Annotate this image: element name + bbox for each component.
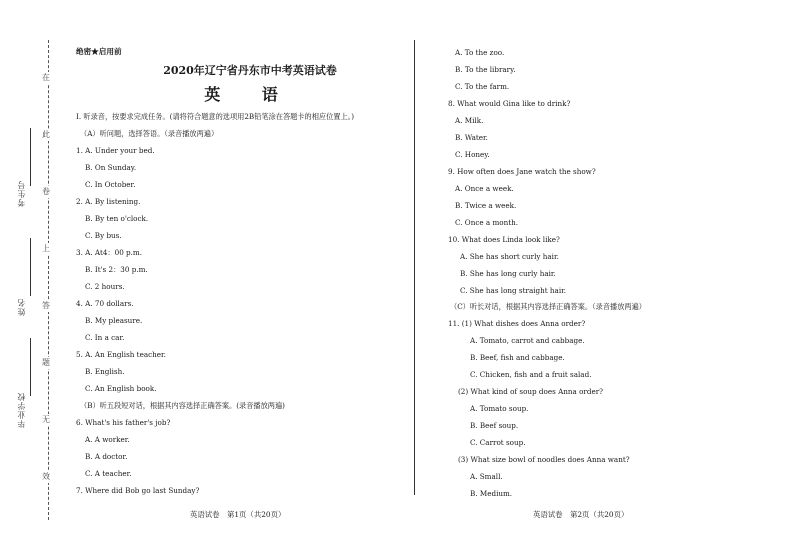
option-line: C. By bus. [85, 231, 122, 240]
question-line: 9. How often does Jane watch the show? [448, 167, 596, 176]
question-line: 2. A. By listening. [76, 197, 141, 206]
option-line: A. A worker. [85, 435, 130, 444]
question-line: 6. What's his father's job? [76, 418, 171, 427]
option-line: C. In a car. [85, 333, 125, 342]
option-line: B. Beef, fish and cabbage. [470, 353, 565, 362]
option-line: A. She has short curly hair. [460, 252, 559, 261]
option-line: B. To the library. [455, 65, 516, 74]
option-line: B. By ten o'clock. [85, 214, 149, 223]
option-line: B. English. [85, 367, 125, 376]
question-line: (2) What kind of soup does Anna order? [458, 387, 603, 396]
option-line: C. In October. [85, 180, 136, 189]
option-line: B. Twice a week. [455, 201, 517, 210]
option-line: C. An English book. [85, 384, 157, 393]
option-line: C. She has long straight hair. [460, 286, 567, 295]
option-line: B. Medium. [470, 489, 513, 498]
option-line: B. It's 2：30 p.m. [85, 265, 148, 274]
column-divider [414, 40, 415, 495]
exam-title: 2020年辽宁省丹东市中考英语试卷 [163, 64, 337, 77]
question-line: 4. A. 70 dollars. [76, 299, 134, 308]
option-line: C. Chicken, fish and a fruit salad. [470, 370, 592, 379]
option-line: A. To the zoo. [455, 48, 505, 57]
field-line-exam-number [30, 128, 31, 186]
option-line: C. Once a month. [455, 218, 519, 227]
field-line-school [30, 338, 31, 396]
option-line: C. 2 hours. [85, 282, 125, 291]
field-line-name [30, 238, 31, 296]
question-line: 1. A. Under your bed. [76, 146, 155, 155]
option-line: A. Tomato, carrot and cabbage. [470, 336, 585, 345]
option-line: C. A teacher. [85, 469, 132, 478]
binding-char: 无 [42, 415, 50, 424]
section-heading: （A）听问题，选择答语。（录音播放两遍） [80, 129, 219, 138]
question-line: 10. What does Linda look like? [448, 235, 560, 244]
option-line: B. A doctor. [85, 452, 128, 461]
option-line: B. On Sunday. [85, 163, 137, 172]
question-line: 5. A. An English teacher. [76, 350, 166, 359]
question-line: 8. What would Gina like to drink? [448, 99, 571, 108]
option-line: B. My pleasure. [85, 316, 143, 325]
option-line: B. Beef soup. [470, 421, 519, 430]
field-label-exam-number: 考生号 [17, 180, 26, 207]
binding-char: 在 [42, 73, 50, 82]
confidential-mark: 绝密★启用前 [76, 47, 122, 56]
binding-char: 答 [42, 301, 50, 310]
binding-char: 上 [42, 244, 50, 253]
section-heading: （B）听五段短对话，根据其内容选择正确答案。(录音播放两遍) [80, 401, 285, 410]
field-label-school: 毕业学校 [17, 392, 26, 428]
binding-dashed-line [48, 40, 49, 520]
question-line: 3. A. At4：00 p.m. [76, 248, 143, 257]
option-line: A. Tomato soup. [470, 404, 529, 413]
option-line: A. Milk. [455, 116, 484, 125]
binding-char: 此 [42, 130, 50, 139]
section-heading: （C）听长对话，根据其内容选择正确答案。（录音播放两遍） [450, 302, 646, 311]
option-line: C. To the farm. [455, 82, 510, 91]
question-line: 11. (1) What dishes does Anna order? [448, 319, 586, 328]
binding-margin [0, 0, 70, 560]
subject-title: 英 语 [204, 85, 296, 104]
binding-char: 卷 [42, 187, 50, 196]
page-footer-right: 英语试卷 第2页（共20页） [533, 510, 629, 519]
option-line: B. She has long curly hair. [460, 269, 556, 278]
field-label-name: 姓名 [17, 298, 26, 316]
question-line: 7. Where did Bob go last Sunday? [76, 486, 200, 495]
option-line: C. Honey. [455, 150, 490, 159]
section-instruction: I. 听录音，按要求完成任务。(请将符合题意的选项用2B铅笔涂在答题卡的相应位置上。) [76, 112, 355, 121]
page-footer-left: 英语试卷 第1页（共20页） [190, 510, 286, 519]
binding-char: 效 [42, 472, 50, 481]
binding-char: 题 [42, 358, 50, 367]
option-line: B. Water. [455, 133, 488, 142]
question-line: (3) What size bowl of noodles does Anna want? [458, 455, 630, 464]
option-line: A. Small. [470, 472, 503, 481]
option-line: C. Carrot soup. [470, 438, 526, 447]
option-line: A. Once a week. [455, 184, 514, 193]
